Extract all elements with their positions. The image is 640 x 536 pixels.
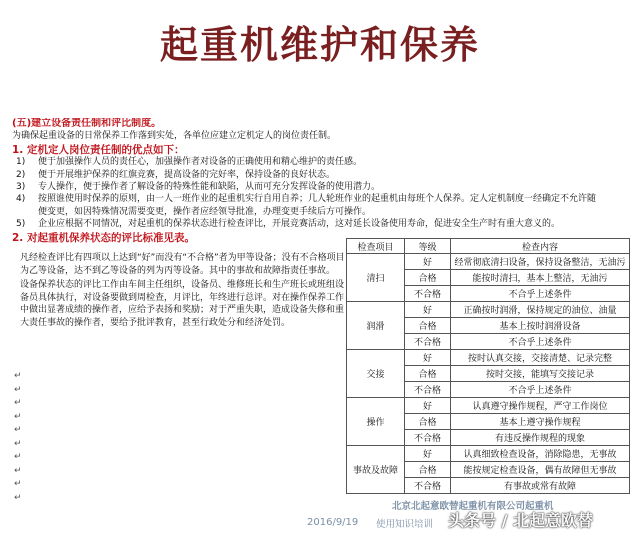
empty-paragraph-marks: ↵ ↵ ↵ ↵ ↵ ↵ ↵ ↵ ↵ ↵: [14, 371, 22, 503]
list-text: 按照谁使用时保养的原则，由一人一班作业的起重机实行自用自养；几人轮班作业的起重机由每班个人保养。定人定机制度一经确定不允许随: [38, 194, 597, 205]
list-item: [12, 218, 632, 230]
table-row: [347, 302, 630, 318]
list-number: 3): [16, 182, 26, 193]
part2-body: [20, 252, 350, 330]
content-cell: 有事故或常有故障: [451, 478, 630, 494]
content-cell: 能按时清扫，基本上整洁，无油污: [451, 270, 630, 286]
grade-cell: 不合格: [405, 430, 451, 446]
grade-cell: 好: [405, 350, 451, 366]
grade-cell: 不合格: [405, 478, 451, 494]
table-header-row: [347, 239, 630, 254]
intro-text: 为确保起重设备的日常保养工作落到实处，各单位应建立定机定人的岗位责任制。: [12, 131, 337, 142]
item-cell: 交接: [347, 350, 405, 398]
list-number: 2): [16, 169, 26, 180]
list-text: 便于开展维护保养的红旗竞赛，提高设备的完好率，保持设备的良好状态。: [38, 169, 336, 180]
table-row: [347, 398, 630, 414]
grade-cell: 合格: [405, 414, 451, 430]
list-item: [12, 181, 632, 193]
item-cell: 操作: [347, 398, 405, 446]
part2-paragraph-1: 凡经检查评比有四项以上达到“好”而没有“不合格”者为甲等设备；没有不合格项目为乙等设备，达不到乙等设备的列为丙等设备。其中的事故和故障指责任事故。: [20, 253, 345, 276]
table-row: [347, 446, 630, 462]
content-cell: 基本上按时润滑设备: [451, 318, 630, 334]
grade-cell: 好: [405, 446, 451, 462]
content-cell: 经常彻底清扫设备，保持设备整洁，无油污: [451, 254, 630, 270]
part1-heading: 1. 定机定人岗位责任制的优点如下：: [12, 143, 185, 156]
section-heading: (五)建立设备责任制和评比制度。: [12, 118, 162, 129]
list-item: [12, 156, 632, 168]
footer-subtitle: 使用知识培训: [376, 519, 434, 530]
content-cell: 不合乎上述条件: [451, 334, 630, 350]
list-number: 1): [16, 157, 26, 168]
content-cell: 有违反操作规程的现象: [451, 430, 630, 446]
list-number: 4): [16, 194, 26, 205]
content-cell: 认真细致检查设备，消除隐患，无事故: [451, 446, 630, 462]
grade-cell: 合格: [405, 270, 451, 286]
footer-date: 2016/9/19: [307, 517, 359, 528]
watermark: 头条号 / 北起意欧替: [448, 511, 593, 530]
content-cell: 正确按时润滑，保持规定的油位、油量: [451, 302, 630, 318]
list-text: 便于加强操作人员的责任心，加强操作者对设备的正确使用和精心维护的责任感。: [38, 157, 363, 168]
content-cell: 能按规定检查设备，偶有故障但无事故: [451, 462, 630, 478]
table-row: [347, 350, 630, 366]
content-cell: 不合乎上述条件: [451, 382, 630, 398]
page-title: 起重机维护和保养: [159, 22, 480, 67]
grade-cell: 好: [405, 398, 451, 414]
grade-cell: 好: [405, 302, 451, 318]
grade-cell: 不合格: [405, 286, 451, 302]
grade-cell: 不合格: [405, 382, 451, 398]
list-item: [12, 193, 632, 205]
content-cell: 认真遵守操作规程，严守工作岗位: [451, 398, 630, 414]
part2-paragraph-2: 设备保养状态的评比工作由车间主任组织，设备员、维修班长和生产班长或班组设备员具体执行，对设备要做到周检查，月评比，年终进行总评。对在操作保养工作中做出显著成绩的操作者，应给予表扬和奖励；对于严重失职，造成设备失修和重大责任事故的操作者，要给予批评教育，甚至行政处分和经济处罚。: [20, 280, 345, 328]
grade-cell: 合格: [405, 318, 451, 334]
header-cell: 检查项目: [347, 239, 405, 254]
list-number: 5): [16, 219, 26, 230]
content-cell: 基本上遵守操作规程: [451, 414, 630, 430]
content-cell: 按时认真交接，交接清楚、记录完整: [451, 350, 630, 366]
item-cell: 事故及故障: [347, 446, 405, 494]
evaluation-standard-table: [346, 238, 630, 494]
item-cell: 润滑: [347, 302, 405, 350]
grade-cell: 不合格: [405, 334, 451, 350]
header-cell: 等级: [405, 239, 451, 254]
grade-cell: 合格: [405, 462, 451, 478]
grade-cell: 合格: [405, 366, 451, 382]
part2-heading: 2. 对起重机保养状态的评比标准见表。: [12, 231, 195, 244]
header-cell: 检查内容: [451, 239, 630, 254]
list-text: 专人操作，便于操作者了解设备的特殊性能和缺陷，从而可充分发挥设备的使用潜力。: [38, 182, 381, 193]
table-row: [347, 254, 630, 270]
content-cell: 不合乎上述条件: [451, 286, 630, 302]
grade-cell: 好: [405, 254, 451, 270]
footer-company: 北京北起意欧替起重机有限公司起重机: [392, 501, 554, 512]
list-text: 企业应根据不同情况，对起重机的保养状态进行检查评比，开展竞赛活动，这对延长设备使用寿命，促进安全生产时有重大意义的。: [38, 219, 561, 230]
list-item: [12, 169, 632, 181]
document-body: [12, 118, 632, 244]
content-cell: 按时交接，能填写交接记录: [451, 366, 630, 382]
list-text-continued: 便变更，如因特殊情况需要变更，操作者应经领导批准，办理变更手续后方可操作。: [38, 206, 372, 217]
item-cell: 清扫: [347, 254, 405, 302]
